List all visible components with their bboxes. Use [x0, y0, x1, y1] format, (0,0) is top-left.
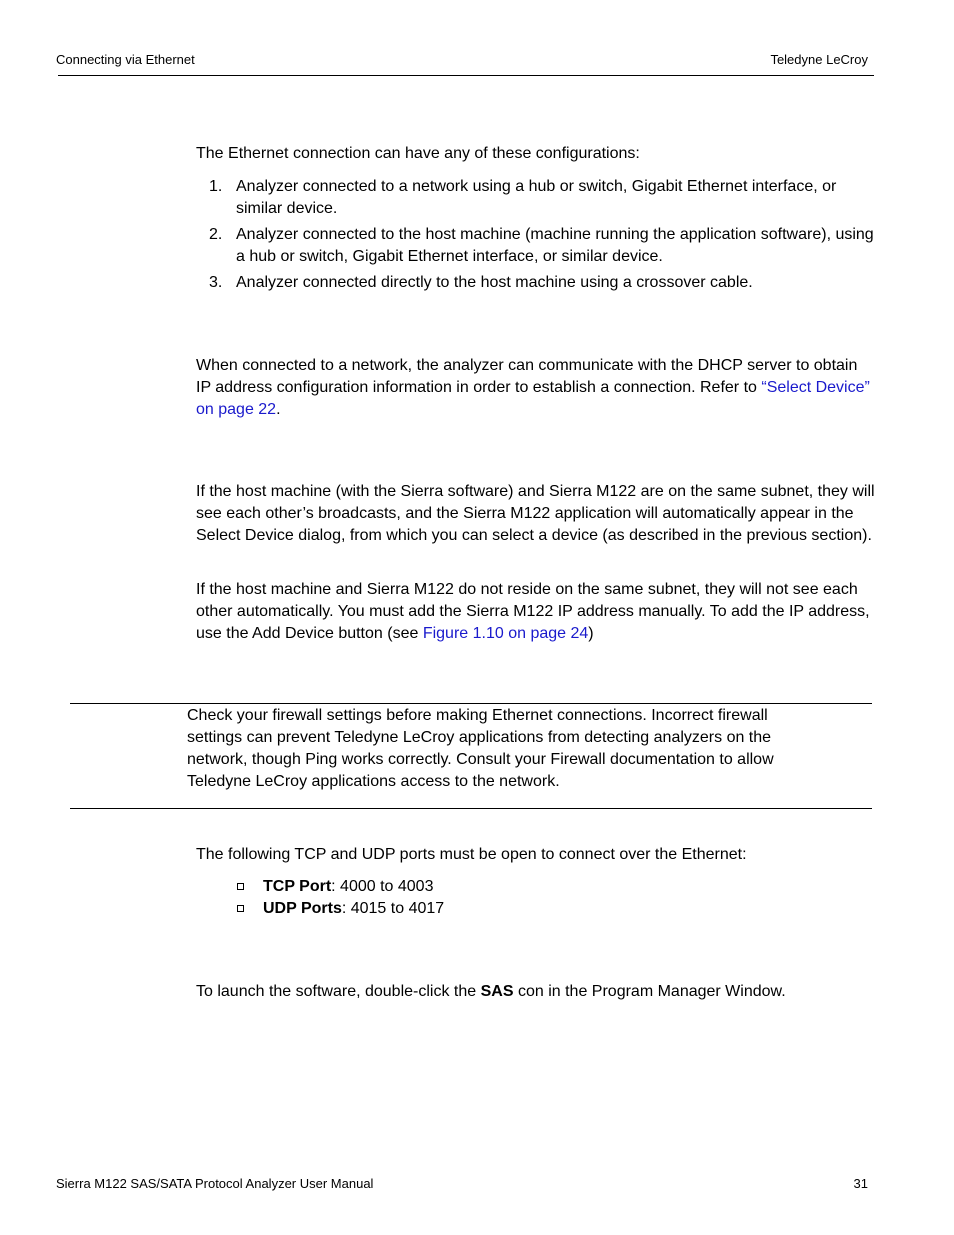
list-item: [196, 272, 876, 294]
firewall-note: Check your firewall settings before making Ethernet connections. Incorrect firewall settings can prevent Teledyne LeCroy applications from detecting analyzers on the network, though Ping works correctly. Consult your Firewall documentation to allow Teledyne LeCroy applications access to the network.: [187, 707, 774, 790]
select-device-link[interactable]: “Select Device” on page 22: [196, 379, 870, 418]
dhcp-text-end: .: [276, 401, 281, 418]
list-item-text: Analyzer connected directly to the host machine using a crossover cable.: [236, 274, 753, 291]
checkbox-bullet-icon: [237, 883, 244, 890]
same-subnet-paragraph: If the host machine (with the Sierra software) and Sierra M122 are on the same subnet, they will see each other’s broadcasts, and the Sierra M122 application will automatically appear in the Select Device dialog, from which you can select a device (as described in the previous section).: [196, 483, 875, 544]
list-number: 1.: [209, 178, 223, 195]
ports-intro: The following TCP and UDP ports must be open to connect over the Ethernet:: [196, 846, 747, 863]
dhcp-text: When connected to a network, the analyzer can communicate with the DHCP server to obtain IP address configuration information in order to establish a connection. Refer to: [196, 357, 858, 396]
different-subnet-paragraph: [196, 579, 876, 645]
header-rule: [58, 75, 874, 76]
configurations-list: [196, 176, 876, 298]
port-label: UDP Ports: [263, 900, 342, 917]
sas-label: SAS: [480, 983, 514, 1000]
list-number: 3.: [209, 274, 223, 291]
running-header-section: Connecting via Ethernet: [56, 52, 195, 67]
checkbox-bullet-icon: [237, 905, 244, 912]
page-number: 31: [853, 1176, 868, 1191]
different-subnet-text: If the host machine and Sierra M122 do not reside on the same subnet, they will not see each other automatically. You must add the Sierra M122 IP address manually. To add the IP address, use the Add Device button (see: [196, 581, 870, 642]
port-label: TCP Port: [263, 878, 332, 895]
launch-paragraph: [196, 981, 876, 1003]
dhcp-paragraph: [196, 355, 876, 421]
list-item: [236, 898, 836, 920]
note-bottom-rule: [70, 808, 872, 809]
list-number: 2.: [209, 226, 223, 243]
list-item-text: Analyzer connected to the host machine (machine running the application software), using a hub or switch, Gigabit Ethernet interface, or similar device.: [236, 226, 874, 265]
running-header-brand: Teledyne LeCroy: [770, 52, 868, 67]
footer-title: Sierra M122 SAS/SATA Protocol Analyzer User Manual: [56, 1176, 374, 1191]
list-item-text: Analyzer connected to a network using a hub or switch, Gigabit Ethernet interface, or similar device.: [236, 178, 837, 217]
list-item: [196, 176, 876, 220]
list-item: [196, 224, 876, 268]
launch-text: To launch the software, double-click the: [196, 983, 481, 1000]
configurations-intro: The Ethernet connection can have any of these configurations:: [196, 145, 640, 162]
different-subnet-text-end: ): [588, 625, 594, 642]
ports-list: [236, 876, 836, 920]
figure-link[interactable]: Figure 1.10 on page 24: [422, 625, 589, 642]
list-item: [236, 876, 836, 898]
port-value: : 4000 to 4003: [331, 878, 434, 895]
launch-text-end: con in the Program Manager Window.: [513, 983, 786, 1000]
note-top-rule: [70, 703, 872, 704]
port-value: : 4015 to 4017: [341, 900, 445, 917]
